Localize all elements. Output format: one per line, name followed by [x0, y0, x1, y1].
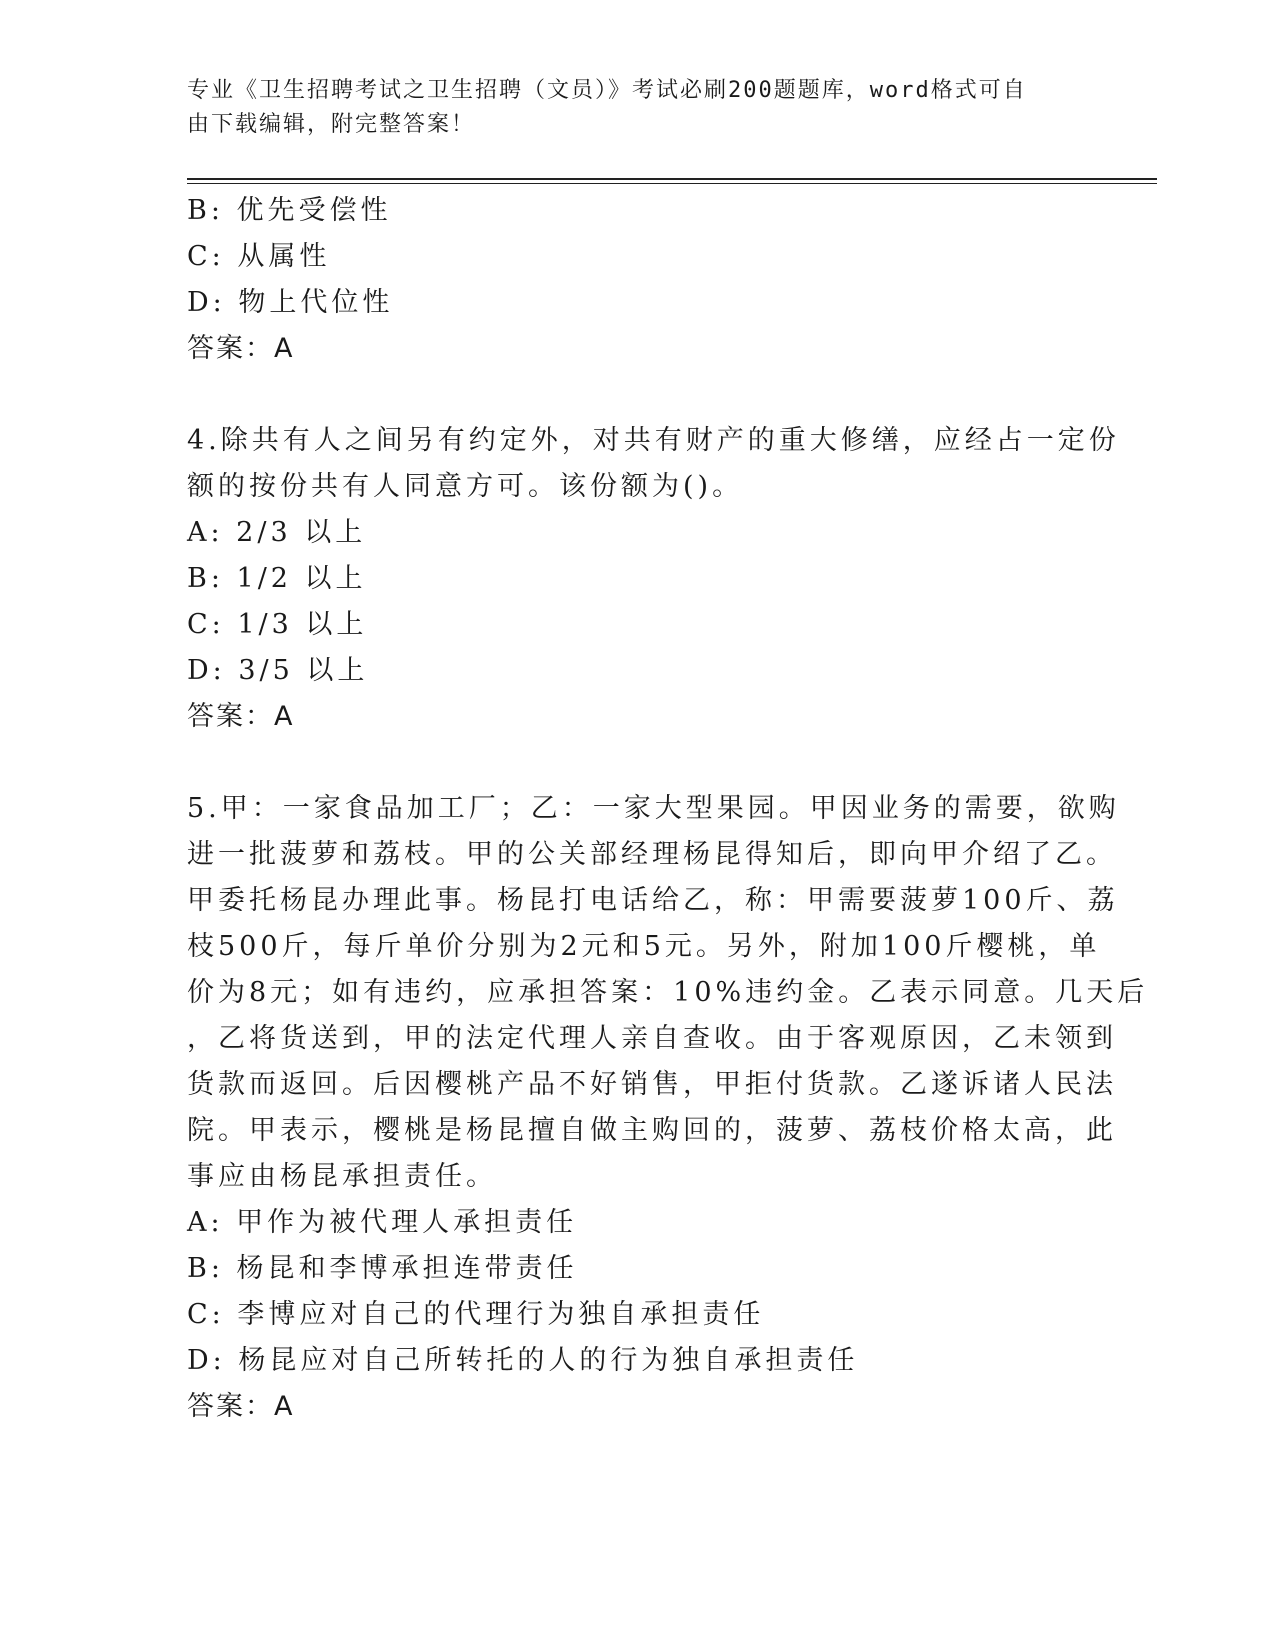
question-stem-line: 4.除共有人之间另有约定外，对共有财产的重大修缮，应经占一定份 [187, 425, 1120, 456]
header-divider-thick [187, 178, 1157, 180]
question-stem-line: 进一批菠萝和荔枝。甲的公关部经理杨昆得知后，即向甲介绍了乙。 [187, 839, 1117, 870]
question-stem-line: 价为8元；如有违约，应承担答案：10%违约金。乙表示同意。几天后 [187, 977, 1149, 1008]
header-divider-thin [187, 183, 1157, 184]
option-b: B: 1/2 以上 [187, 563, 367, 594]
option-a: A: 甲作为被代理人承担责任 [187, 1207, 578, 1238]
question-stem-line: 枝500斤，每斤单价分别为2元和5元。另外，附加100斤樱桃，单 [187, 931, 1101, 962]
answer: 答案：A [187, 701, 295, 732]
option-b: B: 杨昆和李博承担连带责任 [187, 1253, 578, 1284]
question-stem-line: 院。甲表示，樱桃是杨昆擅自做主购回的，菠萝、荔枝价格太高，此 [187, 1115, 1117, 1146]
spacer [187, 740, 1087, 786]
header-line-1: 专业《卫生招聘考试之卫生招聘（文员）》考试必刷200题题库，word格式可自 [187, 78, 1027, 103]
answer: 答案：A [187, 333, 295, 364]
header-line-2: 由下载编辑，附完整答案！ [187, 112, 476, 137]
question-3 [187, 188, 1087, 372]
question-stem-line: ，乙将货送到，甲的法定代理人亲自查收。由于客观原因，乙未领到 [187, 1023, 1117, 1054]
question-stem-line: 额的按份共有人同意方可。该份额为()。 [187, 471, 744, 502]
question-5 [187, 786, 1149, 1430]
option-d: D: 3/5 以上 [187, 655, 369, 686]
question-stem-line: 货款而返回。后因樱桃产品不好销售，甲拒付货款。乙遂诉诸人民法 [187, 1069, 1117, 1100]
page-header [187, 74, 1067, 142]
question-stem-line: 5.甲：一家食品加工厂；乙：一家大型果园。甲因业务的需要，欲购 [187, 793, 1120, 824]
option-c: C: 李博应对自己的代理行为独自承担责任 [187, 1299, 765, 1330]
option-a: A: 2/3 以上 [187, 517, 367, 548]
question-stem-line: 事应由杨昆承担责任。 [187, 1161, 497, 1192]
option-c: C: 1/3 以上 [187, 609, 368, 640]
option-b: B: 优先受偿性 [187, 195, 392, 226]
answer: 答案：A [187, 1391, 295, 1422]
question-stem-line: 甲委托杨昆办理此事。杨昆打电话给乙，称：甲需要菠萝100斤、荔 [187, 885, 1119, 916]
question-4 [187, 418, 1120, 740]
option-d: D: 杨昆应对自己所转托的人的行为独自承担责任 [187, 1345, 859, 1376]
question-content [187, 188, 1149, 1430]
spacer [187, 372, 1087, 418]
option-d: D: 物上代位性 [187, 287, 394, 318]
option-c: C: 从属性 [187, 241, 331, 272]
